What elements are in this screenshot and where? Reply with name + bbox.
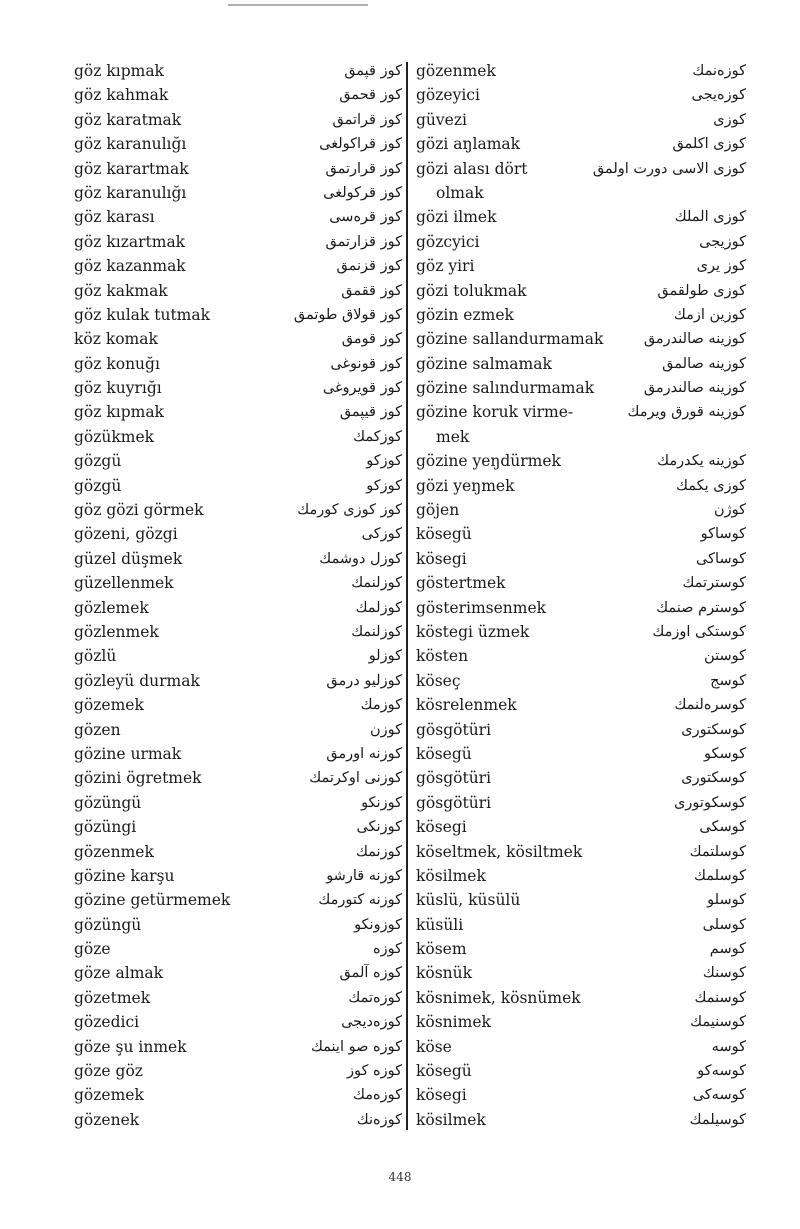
entry-ottoman-script: كوز قزارتمق: [325, 233, 402, 250]
entry-ottoman-script: كوز قونوغی: [330, 355, 402, 372]
entry-turkish: güzellenmek: [74, 574, 174, 593]
entry-turkish: gözleyü durmak: [74, 671, 200, 690]
dictionary-entry: [416, 352, 746, 376]
entry-turkish: göz kakmak: [74, 281, 168, 300]
entry-ottoman-script: كوستكی اوزمك: [652, 623, 746, 640]
entry-turkish: göz gözi görmek: [74, 501, 204, 520]
entry-ottoman-script: كوز كوزی كورمك: [297, 502, 402, 519]
dictionary-entry: [416, 1010, 746, 1034]
entry-ottoman-script: كوز قویروغی: [322, 380, 402, 397]
entry-ottoman-script: كوسره‌لنمك: [674, 697, 746, 714]
entry-ottoman-script: كوسنیمك: [690, 1014, 746, 1031]
entry-turkish: gözen: [74, 720, 121, 739]
dictionary-entry: [416, 937, 746, 961]
entry-turkish: göze göz: [74, 1062, 143, 1081]
dictionary-entry: [416, 571, 746, 595]
entry-turkish: köse: [416, 1037, 452, 1056]
entry-ottoman-script: كوزكو: [366, 453, 402, 470]
entry-ottoman-script: كوزنمك: [355, 843, 402, 860]
dictionary-entry: [416, 498, 746, 522]
entry-turkish: göz kazanmak: [74, 257, 186, 276]
entry-ottoman-script: كوزلنمك: [351, 623, 402, 640]
entry-turkish: gözemek: [74, 1086, 144, 1105]
dictionary-entry: [416, 1108, 746, 1132]
entry-ottoman-script: كوسم: [709, 941, 746, 958]
entry-turkish: güvezi: [416, 110, 467, 129]
entry-ottoman-script: كوزكو: [366, 477, 402, 494]
entry-ottoman-script: كوساكی: [696, 550, 746, 567]
entry-ottoman-script: كوزنه كتورمك: [318, 892, 402, 909]
entry-turkish: göz kahmak: [74, 86, 169, 105]
dictionary-entry: [74, 279, 402, 303]
entry-turkish: gözi yeŋmek: [416, 476, 515, 495]
dictionary-entry: [74, 522, 402, 546]
entry-turkish: gözgü: [74, 476, 122, 495]
dictionary-entry: [416, 1059, 746, 1083]
entry-ottoman-script: كوزلمك: [355, 599, 402, 616]
dictionary-entry: [416, 108, 746, 132]
dictionary-entry: [416, 620, 746, 644]
entry-turkish: kösilmek: [416, 866, 486, 885]
entry-ottoman-script: كوسلو: [707, 892, 746, 909]
entry-turkish: gözine salmamak: [416, 354, 552, 373]
dictionary-entry: [416, 693, 746, 717]
entry-ottoman-script: كوز قومق: [341, 331, 402, 348]
dictionary-entry: [416, 400, 746, 424]
entry-turkish: kösegi: [416, 818, 467, 837]
entry-turkish: gösgötüri: [416, 793, 492, 812]
entry-turkish: kösrelenmek: [416, 696, 517, 715]
right-column: [416, 59, 746, 1132]
dictionary-entry: [74, 644, 402, 668]
entry-turkish: gözin ezmek: [416, 305, 514, 324]
entry-ottoman-script: كوسنك: [702, 965, 746, 982]
entry-turkish: gözenmek: [74, 842, 154, 861]
entry-turkish: gözeni, gözgi: [74, 525, 178, 544]
entry-turkish: göze şu inmek: [74, 1037, 187, 1056]
entry-ottoman-script: كوز قركولغی: [323, 184, 402, 201]
entry-ottoman-script: كوزه‌تمك: [348, 989, 402, 1006]
dictionary-entry: [74, 1108, 402, 1132]
entry-ottoman-script: كوز قیپمق: [339, 404, 402, 421]
entry-turkish: küsüli: [416, 915, 464, 934]
entry-turkish: göz karartmak: [74, 159, 189, 178]
dictionary-entry: [416, 83, 746, 107]
entry-turkish: gözine koruk virme-: [416, 403, 574, 422]
entry-ottoman-script: كوز قرارتمق: [325, 160, 402, 177]
entry-turkish: gözeyici: [416, 86, 480, 105]
dictionary-entry: [74, 961, 402, 985]
entry-turkish: göz karanulığı: [74, 135, 187, 154]
entry-ottoman-script: كوزنه قارشو: [326, 867, 402, 884]
entry-turkish: göz kuyrığı: [74, 379, 162, 398]
dictionary-entry: [74, 1010, 402, 1034]
dictionary-entry: [74, 108, 402, 132]
dictionary-entry: [74, 59, 402, 83]
dictionary-entry: [416, 547, 746, 571]
entry-turkish: göz karası: [74, 208, 155, 227]
entry-turkish: kösten: [416, 647, 469, 666]
dictionary-entry: [74, 937, 402, 961]
entry-ottoman-script: كوسلی: [702, 916, 746, 933]
dictionary-entry: [416, 425, 746, 449]
dictionary-entry: [416, 864, 746, 888]
dictionary-entry: [74, 449, 402, 473]
entry-ottoman-script: كوزیجی: [699, 233, 746, 250]
entry-turkish: olmak: [436, 183, 484, 202]
entry-ottoman-script: كوزنكو: [361, 794, 402, 811]
dictionary-entry: [416, 815, 746, 839]
dictionary-entry: [416, 376, 746, 400]
entry-ottoman-script: كوسكوتوری: [674, 794, 746, 811]
entry-turkish: gözgü: [74, 452, 122, 471]
entry-turkish: gözenek: [74, 1110, 140, 1129]
entry-turkish: göstertmek: [416, 574, 506, 593]
dictionary-entry: [416, 669, 746, 693]
entry-ottoman-script: كوزینه صالمق: [662, 355, 746, 372]
entry-turkish: gözüngi: [74, 818, 137, 837]
entry-ottoman-script: كوزی یكمك: [675, 477, 746, 494]
entry-turkish: gösgötüri: [416, 720, 492, 739]
dictionary-entry: [416, 1083, 746, 1107]
entry-ottoman-script: كوز یری: [696, 258, 746, 275]
entry-ottoman-script: كوزه‌یجی: [691, 87, 746, 104]
entry-ottoman-script: كوزمك: [360, 697, 402, 714]
dictionary-entry: [74, 693, 402, 717]
dictionary-entry: [74, 791, 402, 815]
entry-ottoman-script: كوزی طولقمق: [657, 282, 746, 299]
page-number: 448: [388, 1170, 412, 1184]
entry-ottoman-script: كوزنكی: [356, 819, 402, 836]
dictionary-entry: [74, 913, 402, 937]
entry-turkish: gözi ilmek: [416, 208, 497, 227]
dictionary-entry: [74, 596, 402, 620]
dictionary-entry: [74, 83, 402, 107]
entry-ottoman-script: كوزینه یكدرمك: [657, 453, 746, 470]
dictionary-entry: [416, 59, 746, 83]
dictionary-entry: [416, 791, 746, 815]
entry-ottoman-script: كوزی الاسی دورت اولمق: [592, 160, 746, 177]
entry-turkish: kösnük: [416, 964, 473, 983]
entry-ottoman-script: كوسكتوری: [681, 721, 746, 738]
dictionary-entry: [416, 132, 746, 156]
entry-ottoman-script: كوزه آلمق: [339, 965, 402, 982]
dictionary-entry: [416, 474, 746, 498]
dictionary-entry: [416, 888, 746, 912]
entry-turkish: kösegü: [416, 1062, 472, 1081]
dictionary-entry: [416, 327, 746, 351]
entry-turkish: gözlü: [74, 647, 117, 666]
entry-ottoman-script: كوزی الملك: [674, 209, 746, 226]
entry-ottoman-script: كوزنه اورمق: [326, 745, 402, 762]
entry-ottoman-script: كوزنی اوكرتمك: [309, 770, 402, 787]
entry-turkish: gözine getürmemek: [74, 891, 231, 910]
entry-turkish: göz karanulığı: [74, 183, 187, 202]
entry-ottoman-script: كوز قزنمق: [336, 258, 402, 275]
entry-ottoman-script: كوزلو: [368, 648, 402, 665]
entry-ottoman-script: كوسه‌كی: [692, 1087, 746, 1104]
entry-turkish: gözini ögretmek: [74, 769, 202, 788]
entry-turkish: köseç: [416, 671, 461, 690]
dictionary-entry: [416, 157, 746, 181]
dictionary-entry: [416, 961, 746, 985]
dictionary-entry: [74, 425, 402, 449]
dictionary-entry: [416, 1035, 746, 1059]
entry-ottoman-script: كوسج: [710, 672, 746, 689]
dictionary-entry: [416, 449, 746, 473]
dictionary-entry: [416, 303, 746, 327]
dictionary-entry: [416, 596, 746, 620]
entry-turkish: gözlenmek: [74, 622, 159, 641]
entry-turkish: göz kızartmak: [74, 232, 186, 251]
dictionary-entry: [74, 718, 402, 742]
dictionary-entry: [74, 669, 402, 693]
dictionary-entry: [416, 644, 746, 668]
entry-turkish: kösnimek, kösnümek: [416, 988, 581, 1007]
entry-ottoman-script: كوزی اكلمق: [672, 136, 746, 153]
entry-ottoman-script: كوز قحمق: [339, 87, 402, 104]
entry-turkish: gözcyici: [416, 232, 480, 251]
entry-turkish: köstegi üzmek: [416, 622, 530, 641]
entry-ottoman-script: كوسترم صنمك: [656, 599, 746, 616]
dictionary-entry: [74, 205, 402, 229]
entry-turkish: gözine yeŋdürmek: [416, 452, 561, 471]
entry-turkish: göjen: [416, 501, 460, 520]
entry-turkish: mek: [436, 427, 470, 446]
dictionary-entry: [74, 1083, 402, 1107]
entry-ottoman-script: كوژن: [713, 502, 746, 519]
entry-turkish: gözükmek: [74, 427, 155, 446]
entry-turkish: kösegü: [416, 744, 472, 763]
entry-turkish: göz karatmak: [74, 110, 182, 129]
dictionary-entry: [74, 498, 402, 522]
entry-ottoman-script: كوزه‌نمك: [692, 63, 746, 79]
dictionary-entry: [74, 547, 402, 571]
entry-turkish: gözine karşu: [74, 866, 175, 885]
entry-ottoman-script: كوزكمك: [353, 428, 402, 445]
entry-ottoman-script: كوزكی: [361, 526, 402, 543]
entry-turkish: gözine sallandurmamak: [416, 330, 604, 349]
entry-turkish: köz komak: [74, 330, 158, 349]
entry-turkish: kösegi: [416, 1086, 467, 1105]
entry-turkish: kösem: [416, 940, 467, 959]
entry-ottoman-script: كوسنمك: [694, 989, 746, 1006]
entry-turkish: güzel düşmek: [74, 549, 183, 568]
entry-ottoman-script: كوزه: [373, 941, 402, 958]
entry-turkish: gözi tolukmak: [416, 281, 527, 300]
dictionary-entry: [416, 522, 746, 546]
entry-ottoman-script: كوزل دوشمك: [319, 550, 402, 567]
entry-turkish: köseltmek, kösiltmek: [416, 842, 583, 861]
entry-ottoman-script: كوزین ازمك: [673, 306, 746, 323]
entry-ottoman-script: كوزه‌مك: [353, 1087, 402, 1104]
scan-artifact-line: [228, 4, 368, 6]
dictionary-entry: [74, 1035, 402, 1059]
entry-ottoman-script: كوز قره‌سی: [329, 209, 402, 226]
entry-turkish: göz kıpmak: [74, 62, 164, 80]
entry-ottoman-script: كوسه‌كو: [697, 1063, 746, 1080]
dictionary-entry: [74, 327, 402, 351]
entry-ottoman-script: كوسه: [711, 1038, 746, 1055]
entry-ottoman-script: كوزی: [713, 111, 746, 128]
entry-ottoman-script: كوزلیو درمق: [326, 672, 402, 689]
entry-ottoman-script: كوزینه قورق ویرمك: [627, 404, 746, 421]
entry-ottoman-script: كوزونكو: [354, 916, 402, 933]
dictionary-entry: [74, 352, 402, 376]
dictionary-entry: [74, 230, 402, 254]
dictionary-entry: [416, 254, 746, 278]
entry-ottoman-script: كوزینه صالندرمق: [643, 331, 746, 348]
entry-turkish: gözine urmak: [74, 744, 182, 763]
entry-ottoman-script: كوسلتمك: [689, 843, 746, 860]
dictionary-entry: [416, 205, 746, 229]
dictionary-entry: [74, 571, 402, 595]
dictionary-entry: [74, 474, 402, 498]
entry-turkish: kösnimek: [416, 1013, 491, 1032]
entry-ottoman-script: كوسكتوری: [681, 770, 746, 787]
dictionary-entry: [416, 181, 746, 205]
dictionary-entry: [74, 181, 402, 205]
dictionary-entry: [74, 742, 402, 766]
dictionary-entry: [74, 132, 402, 156]
entry-ottoman-script: كوزه‌نك: [356, 1111, 402, 1128]
entry-ottoman-script: كوساكو: [700, 526, 746, 543]
dictionary-entry: [416, 840, 746, 864]
entry-ottoman-script: كوزلنمك: [351, 575, 402, 592]
entry-turkish: gözlemek: [74, 598, 149, 617]
entry-turkish: gözetmek: [74, 988, 151, 1007]
dictionary-entry: [74, 303, 402, 327]
entry-ottoman-script: كوستن: [704, 648, 746, 665]
entry-ottoman-script: كوز ققمق: [341, 282, 402, 299]
entry-turkish: kösegü: [416, 525, 472, 544]
dictionary-entry: [74, 400, 402, 424]
entry-turkish: göz kulak tutmak: [74, 305, 211, 324]
entry-ottoman-script: كوسكی: [699, 819, 746, 836]
entry-turkish: kösilmek: [416, 1110, 486, 1129]
entry-turkish: gözi alası dört: [416, 159, 528, 178]
entry-ottoman-script: كوسیلمك: [689, 1111, 746, 1128]
dictionary-entry: [74, 254, 402, 278]
entry-turkish: kösegi: [416, 549, 467, 568]
dictionary-entry: [416, 986, 746, 1010]
entry-ottoman-script: كوز قراكولغی: [319, 136, 402, 153]
entry-turkish: gözedici: [74, 1013, 140, 1032]
dictionary-entry: [416, 913, 746, 937]
entry-turkish: göz kıpmak: [74, 403, 164, 422]
entry-turkish: gösterimsenmek: [416, 598, 547, 617]
dictionary-entry: [74, 840, 402, 864]
dictionary-entry: [74, 815, 402, 839]
dictionary-entry: [416, 766, 746, 790]
dictionary-entry: [74, 986, 402, 1010]
entry-turkish: küslü, küsülü: [416, 891, 521, 910]
dictionary-entry: [74, 620, 402, 644]
dictionary-entry: [74, 157, 402, 181]
column-divider: [406, 62, 408, 1130]
entry-ottoman-script: كوز قراتمق: [332, 111, 402, 128]
entry-turkish: göze almak: [74, 964, 164, 983]
entry-turkish: gözüngü: [74, 793, 142, 812]
entry-turkish: gözüngü: [74, 915, 142, 934]
entry-ottoman-script: كوزه كوز: [347, 1063, 402, 1080]
dictionary-entry: [416, 742, 746, 766]
entry-ottoman-script: كوزه صو اینمك: [310, 1038, 402, 1055]
entry-turkish: gözenmek: [416, 62, 496, 80]
dictionary-entry: [74, 888, 402, 912]
entry-turkish: gözemek: [74, 696, 144, 715]
dictionary-entry: [74, 864, 402, 888]
dictionary-entry: [416, 718, 746, 742]
left-column: [74, 59, 402, 1132]
entry-ottoman-script: كوزن: [369, 721, 402, 738]
dictionary-entry: [416, 230, 746, 254]
entry-ottoman-script: كوز قولاق طوتمق: [293, 306, 402, 323]
dictionary-entry: [416, 279, 746, 303]
dictionary-entry: [74, 376, 402, 400]
dictionary-entry: [74, 1059, 402, 1083]
entry-turkish: göze: [74, 940, 111, 959]
entry-ottoman-script: كوسلمك: [694, 867, 746, 884]
entry-turkish: gösgötüri: [416, 769, 492, 788]
entry-turkish: göz yiri: [416, 257, 475, 276]
entry-ottoman-script: كوسترتمك: [682, 575, 746, 592]
entry-turkish: gözine salındurmamak: [416, 379, 595, 398]
entry-ottoman-script: كوسكو: [703, 745, 746, 762]
entry-turkish: göz konuğı: [74, 354, 160, 373]
entry-ottoman-script: كوز قپمق: [344, 63, 402, 79]
entry-ottoman-script: كوزینه صالندرمق: [643, 380, 746, 397]
entry-turkish: gözi aŋlamak: [416, 135, 521, 154]
dictionary-entry: [74, 766, 402, 790]
entry-ottoman-script: كوزه‌دیجی: [341, 1014, 402, 1031]
